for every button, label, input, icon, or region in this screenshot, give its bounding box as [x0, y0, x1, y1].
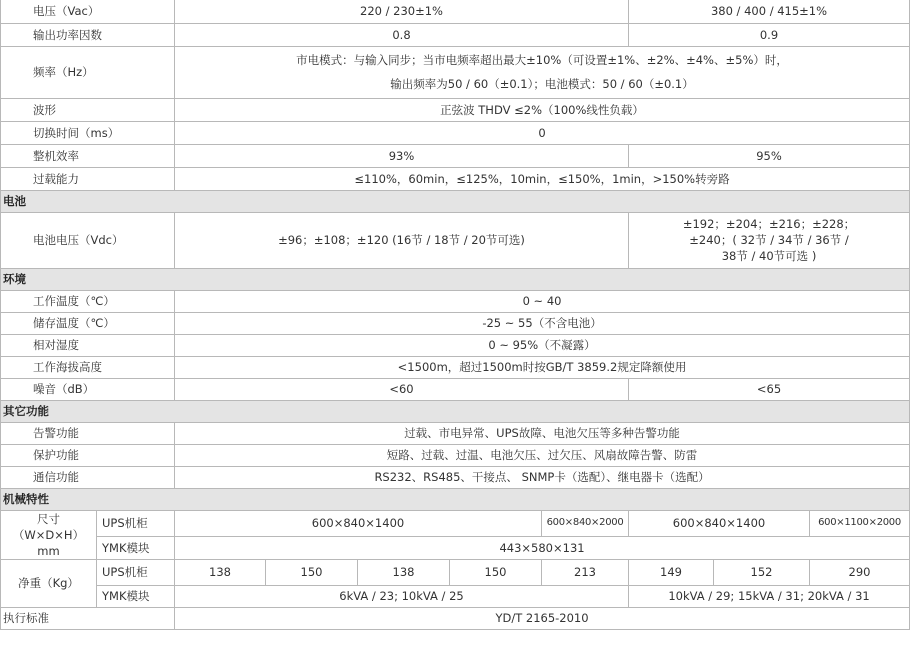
section-environment	[1, 268, 910, 290]
row-weight-module	[1, 585, 910, 607]
weight-cell: 150	[450, 559, 542, 585]
waveform-value: 正弦波 THDV ≤2%（100%线性负载）	[175, 98, 910, 121]
freq-value	[175, 46, 910, 98]
size-cabinet-b: 600×840×2000	[542, 510, 629, 537]
comm-value: RS232、RS485、干接点、 SNMP卡（选配）、继电器卡（选配）	[175, 466, 910, 488]
size-label-line-1: 尺寸	[37, 511, 60, 526]
size-cabinet-a: 600×840×1400	[175, 510, 542, 537]
voltage-value-1: 220 / 230±1%	[175, 0, 629, 23]
noise-label: 噪音（dB）	[1, 378, 175, 400]
row-waveform	[1, 98, 910, 121]
weight-cell: 138	[175, 559, 266, 585]
section-mechanical	[1, 488, 910, 510]
overload-label: 过载能力	[1, 167, 175, 190]
weight-cell: 138	[358, 559, 450, 585]
noise-value-2: <65	[629, 378, 910, 400]
comm-label: 通信功能	[1, 466, 175, 488]
weight-module-value-1: 6kVA / 23; 10kVA / 25	[175, 585, 629, 607]
freq-label: 频率（Hz）	[1, 46, 175, 98]
waveform-label: 波形	[1, 98, 175, 121]
freq-line-1: 市电模式：与输入同步；当市电频率超出最大±10%（可设置±1%、±2%、±4%、±5%）时，	[296, 53, 788, 67]
row-weight-cabinet	[1, 559, 910, 585]
row-communication	[1, 466, 910, 488]
weight-module-label: YMK模块	[97, 585, 175, 607]
row-storage-temp	[1, 312, 910, 334]
altitude-label: 工作海拔高度	[1, 356, 175, 378]
op-temp-label: 工作温度（℃）	[1, 290, 175, 312]
row-frequency	[1, 46, 910, 98]
voltage-label: 电压（Vac）	[1, 0, 175, 23]
storage-temp-label: 储存温度（℃）	[1, 312, 175, 334]
battery-v2-line-2: ±240；( 32节 / 34节 / 36节 /	[689, 233, 849, 247]
battery-voltage-value-2	[629, 212, 910, 268]
standard-label: 执行标准	[1, 607, 175, 629]
size-module-value: 443×580×131	[175, 537, 910, 559]
alarm-label: 告警功能	[1, 422, 175, 444]
size-module-label: YMK模块	[97, 537, 175, 559]
size-cabinet-c: 600×840×1400	[629, 510, 810, 537]
weight-cell: 150	[266, 559, 358, 585]
row-overload	[1, 167, 910, 190]
section-title: 电池	[1, 190, 910, 212]
size-label-line-2: （W×D×H）mm	[12, 527, 85, 558]
row-efficiency	[1, 144, 910, 167]
size-label	[1, 510, 97, 559]
row-battery-voltage	[1, 212, 910, 268]
pf-value-1: 0.8	[175, 23, 629, 46]
protection-value: 短路、过载、过温、电池欠压、过欠压、风扇故障告警、防雷	[175, 444, 910, 466]
efficiency-value-2: 95%	[629, 144, 910, 167]
section-title: 其它功能	[1, 400, 910, 422]
size-cabinet-d: 600×1100×2000	[810, 510, 910, 537]
row-power-factor	[1, 23, 910, 46]
standard-value: YD/T 2165-2010	[175, 607, 910, 629]
humidity-value: 0 ~ 95%（不凝露）	[175, 334, 910, 356]
efficiency-value-1: 93%	[175, 144, 629, 167]
storage-temp-value: -25 ~ 55（不含电池）	[175, 312, 910, 334]
battery-v2-line-1: ±192；±204；±216；±228；	[682, 217, 856, 231]
overload-value: ≤110%，60min，≤125%，10min，≤150%，1min，>150%转旁路	[175, 167, 910, 190]
altitude-value: <1500m，超过1500m时按GB/T 3859.2规定降额使用	[175, 356, 910, 378]
battery-voltage-label: 电池电压（Vdc）	[1, 212, 175, 268]
section-battery	[1, 190, 910, 212]
size-cabinet-label: UPS机柜	[97, 510, 175, 537]
efficiency-label: 整机效率	[1, 144, 175, 167]
op-temp-value: 0 ~ 40	[175, 290, 910, 312]
row-alarm	[1, 422, 910, 444]
weight-cell: 290	[810, 559, 910, 585]
row-noise	[1, 378, 910, 400]
row-size-cabinet	[1, 510, 910, 537]
weight-label: 净重（Kg）	[1, 559, 97, 607]
row-altitude	[1, 356, 910, 378]
section-other-functions	[1, 400, 910, 422]
weight-cabinet-label: UPS机柜	[97, 559, 175, 585]
pf-value-2: 0.9	[629, 23, 910, 46]
row-size-module	[1, 537, 910, 559]
battery-voltage-value-1: ±96；±108；±120 (16节 / 18节 / 20节可选)	[175, 212, 629, 268]
weight-cell: 213	[542, 559, 629, 585]
switch-time-label: 切换时间（ms）	[1, 121, 175, 144]
row-protection	[1, 444, 910, 466]
voltage-value-2: 380 / 400 / 415±1%	[629, 0, 910, 23]
row-op-temp	[1, 290, 910, 312]
alarm-value: 过载、市电异常、UPS故障、电池欠压等多种告警功能	[175, 422, 910, 444]
section-title: 环境	[1, 268, 910, 290]
weight-cell: 152	[714, 559, 810, 585]
freq-line-2: 输出频率为50 / 60（±0.1）；电池模式：50 / 60（±0.1）	[390, 77, 694, 91]
weight-module-value-2: 10kVA / 29; 15kVA / 31; 20kVA / 31	[629, 585, 910, 607]
section-title: 机械特性	[1, 488, 910, 510]
pf-label: 输出功率因数	[1, 23, 175, 46]
row-voltage	[1, 0, 910, 23]
switch-time-value: 0	[175, 121, 910, 144]
battery-v2-line-3: 38节 / 40节可选 )	[721, 249, 817, 263]
row-standard	[1, 607, 910, 629]
row-switch-time	[1, 121, 910, 144]
weight-cell: 149	[629, 559, 714, 585]
protection-label: 保护功能	[1, 444, 175, 466]
row-humidity	[1, 334, 910, 356]
noise-value-1: <60	[175, 378, 629, 400]
humidity-label: 相对湿度	[1, 334, 175, 356]
